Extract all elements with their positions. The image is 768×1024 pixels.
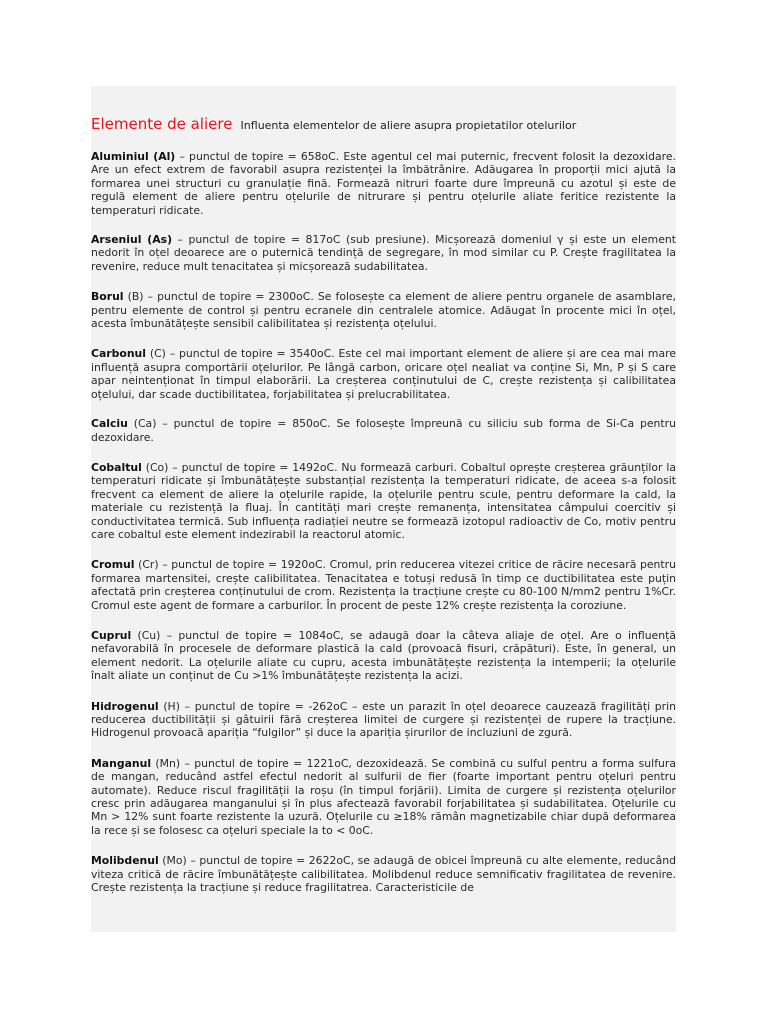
element-symbol: (Mo): [158, 854, 187, 868]
element-symbol: (Cr): [134, 558, 159, 572]
element-symbol: (H): [158, 699, 180, 713]
element-name: Hidrogenul: [91, 699, 159, 713]
element-description: – punctul de topire = 1920oC. Cromul, prin reducerea vitezei critice de răcire necesară pentru formarea martensitei, crește calibilitatea. Tenacitatea e totuși redusă în timp ce ductibilitatea este puțin afectată prin creșterea conținutului de crom. Rezistența la tracțiune crește cu 80-100 N/mm2 pentru 1%Cr. Cromul este agent de formare a carburilor. În procent de peste 12% crește rezistența la coroziune.: [91, 558, 676, 612]
element-symbol: (Cu): [131, 628, 161, 642]
paragraph-borul: [91, 290, 676, 330]
paragraph-carbonul: [91, 347, 676, 401]
element-name: Manganul: [91, 756, 152, 770]
element-description: – punctul de topire = 850oC. Se folosește împreună cu siliciu sub forma de Si-Ca pentru dezoxidare.: [91, 417, 676, 444]
element-description: – punctul de topire = 817oC (sub presiune). Micșorează domeniul γ și este un element nedorit în oțel deoarece are o puternică tendință de segregare, în mod similar cu P. Crește fragilitatea la revenire, reduce mult tenacitatea și micșorează sudabilitatea.: [91, 233, 676, 273]
element-name: Arseniul: [91, 233, 142, 247]
element-description: – punctul de topire = 2300oC. Se folosește ca element de aliere pentru organele de asamblare, pentru elemente de control și pentru ecranele din centralele atomice. Adăugat în procente mici în oțel, acesta îmbunătățește sensibil calibilitatea și rezistența oțelului.: [91, 290, 676, 331]
element-name: Cromul: [91, 558, 135, 572]
element-symbol: (Mn): [151, 756, 181, 770]
paragraph-cobaltul: [91, 461, 676, 541]
element-symbol: (As): [141, 233, 173, 247]
paragraph-aluminiul: [91, 150, 676, 217]
element-name: Calciu: [91, 417, 128, 431]
element-description: – punctul de topire = 2622oC, se adaugă de obicei împreună cu alte elemente, reducând viteza critică de răcire îmbunătățește calibilitatea. Molibdenul reduce semnificativ fragilitatea de revenire. Crește rezistența la tracțiune și reduce fragilitatrea. Caracteristicile de: [91, 854, 676, 895]
paragraph-arseniul: [91, 233, 676, 273]
element-description: – punctul de topire = 1084oC, se adaugă doar la câteva aliaje de oțel. Are o influență nefavorabilă în procesele de deformare plastică la cald (provoacă fisuri, crăpături). Este, în general, un element nedorit. La oțelurile aliate cu cupru, acesta imbunătățește rezistența la intemperii; la oțelurile înalt aliate un conținut de Cu >1% îmbunătățește rezistența la acizi.: [91, 628, 676, 683]
paragraph-molibdenul: [91, 854, 676, 894]
document-body: [91, 150, 676, 894]
element-name: Borul: [91, 290, 124, 304]
document-title: Elemente de aliere: [91, 115, 233, 133]
element-symbol: (C): [146, 347, 166, 361]
element-name: Cuprul: [91, 628, 132, 642]
element-symbol: (Al): [148, 150, 176, 163]
element-name: Molibdenul: [91, 854, 159, 868]
element-description: – punctul de topire = 1221oC, dezoxidează. Se combină cu sulful pentru a forma sulfura de mangan, reducând astfel efectul nedorit al sulfurii de fier (foarte important pentru oțeluri pentru automate). Reduce riscul fragilității la roșu (în timpul forjării). Limita de curgere și rezistența oțelurilor cresc prin adăugarea manganului și în plus afectează favorabil forjabilitatea și sudabilitatea. Oțelurile cu Mn > 12% sunt foarte rezistente la uzură. Oțelurile cu ≥18% rămân magnetizabile chiar după deformarea la rece și se folosesc ca oțeluri speciale la to < 0oC.: [91, 756, 676, 837]
element-symbol: (B): [123, 290, 144, 304]
paragraph-manganul: [91, 757, 676, 837]
element-description: – punctul de topire = 1492oC. Nu formează carburi. Cobaltul oprește creșterea grăunților la temperaturi ridicate și îmbunătățește substanțial rezistența la temperaturi ridicate, de aceea s-a folosit frecvent ca element de aliere la oțelurile rapide, la oțelurile pentru scule, pentru deformare la cald, la materiale cu rezistență la fluaj. În cantități mari crește remanența, intensitatea câmpului coercitiv și conductivitatea termică. Sub influența radiației neutre se formează izotopul radioactiv de Co, motiv pentru care cobaltul este element indezirabil la reactorul atomic.: [91, 460, 676, 541]
element-description: – punctul de topire = 3540oC. Este cel mai important element de aliere și are cea mai mare influență asupra comportării oțelurilor. Pe lângă carbon, oricare oțel nealiat va conține Si, Mn, P și S care apar neintenționat în timpul elaborării. La creșterea conținutului de C, crește rezistența și calibilitatea oțelului, dar scade ductibilitatea, forjabilitatea și prelucrabilitatea.: [91, 347, 676, 401]
paragraph-calciu: [91, 417, 676, 444]
element-description: – punctul de topire = -262oC – este un parazit în oțel deoarece cauzează fragilități prin reducerea ductibilității și gâtuirii fără creșterea limitei de curgere și rezistenței de rupere la tracțiune. Hidrogenul provoacă apariția “fulgilor” și duce la apariția șirurilor de incluziuni de zgură.: [91, 699, 676, 740]
document-subtitle: Influenta elementelor de aliere asupra propietatilor otelurilor: [240, 119, 577, 132]
element-name: Aluminiul: [91, 150, 149, 163]
document-page: [91, 86, 676, 932]
element-name: Carbonul: [91, 347, 146, 361]
element-description: – punctul de topire = 658oC. Este agentul cel mai puternic, frecvent folosit la dezoxidare. Are un efect extrem de favorabil asupra rezistenței la îmbătrânire. Adăugarea în proporții mici ajută la formarea unei structuri cu granulație fină. Formează nitruri foarte dure împreună cu azotul și este de regulă element de aliere pentru oțelurile de nitrurare și pentru oțelurile aliate feritice rezistente la temperaturi ridicate.: [91, 150, 676, 217]
paragraph-hidrogenul: [91, 700, 676, 740]
element-symbol: (Ca): [127, 417, 157, 431]
element-name: Cobaltul: [91, 460, 142, 474]
header: [91, 114, 576, 133]
paragraph-cuprul: [91, 629, 676, 683]
element-symbol: (Co): [141, 460, 169, 474]
paragraph-cromul: [91, 558, 676, 612]
